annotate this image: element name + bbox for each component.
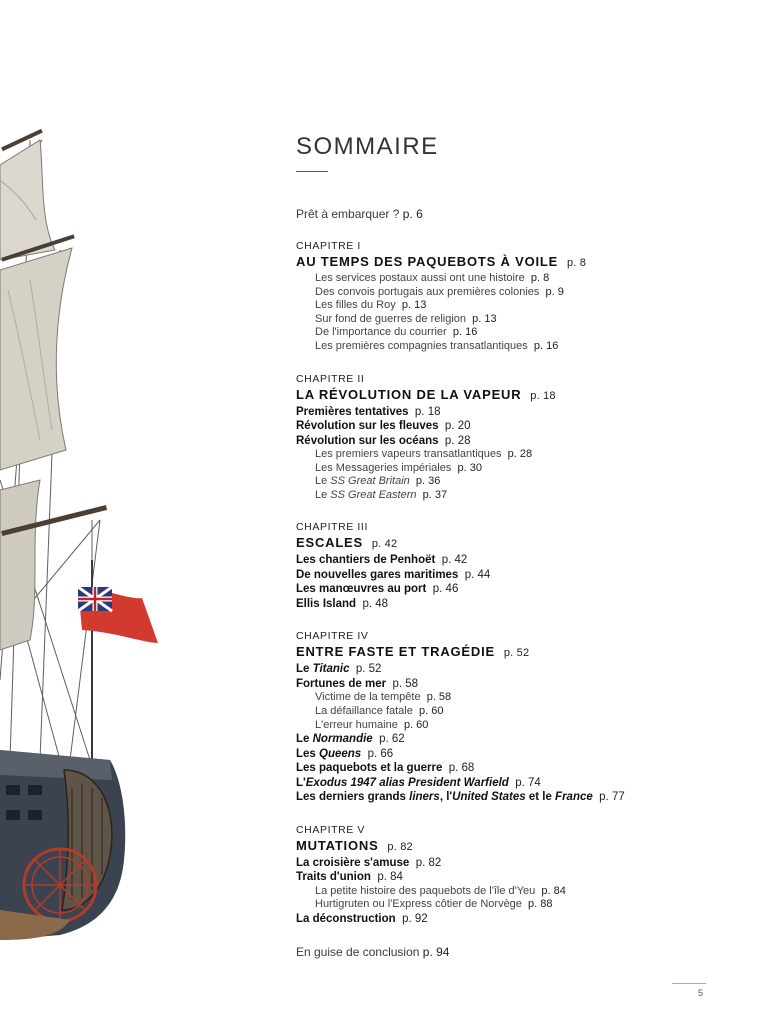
toc-entry[interactable] [296,776,756,791]
entry-text: Révolution sur les fleuves [296,420,439,433]
sub-entry[interactable] [296,885,756,899]
entry-prefix: Les [296,747,320,760]
entry-text: Traits d'union [296,871,371,884]
entry-text: La défaillance fatale [315,705,413,718]
entry-page: p. 16 [452,326,478,339]
entry-text: Les chantiers de Penhoët [296,554,436,567]
toc-entry[interactable] [296,553,756,568]
entry-page: p. 37 [422,488,448,501]
entry-text: De nouvelles gares maritimes [296,568,459,581]
ship-illustration [0,120,170,940]
entry-page: p. 77 [599,791,625,804]
entry-page: p. 84 [541,884,566,897]
entry-page: p. 9 [545,285,564,298]
entry-text: De l'importance du courrier [315,326,447,339]
entry-page: p. 60 [403,718,429,731]
chapter-section [296,824,756,927]
page-title: SOMMAIRE [296,133,439,160]
entry-text: Des convois portugais aux premières colonies [315,285,540,298]
toc-entry[interactable] [296,568,756,583]
entry-text: Hurtigruten ou l'Express côtier de Norvège [315,898,522,911]
entry-text: Révolution sur les océans [296,434,439,447]
entry-text-part: France [555,791,593,804]
sub-entry[interactable] [296,705,756,719]
toc-entry[interactable] [296,856,756,871]
entry-prefix: Le [315,488,331,501]
chapter-label: CHAPITRE II [296,372,365,385]
entry-page: p. 36 [415,475,441,488]
title-rule [296,171,328,172]
entry-page: p. 46 [432,583,459,596]
entry-italic-title: Normandie [312,733,373,746]
entry-page: p. 68 [448,762,475,775]
entry-page: p. 48 [362,597,389,610]
entry-page: p. 84 [377,871,403,884]
page-number: 5 [698,988,704,998]
entry-text: La petite histoire des paquebots de l'île d'Yeu [315,884,536,897]
toc-entry[interactable] [296,732,756,747]
entry-text-part: liners [409,791,440,804]
entry-page: p. 82 [415,856,442,869]
conclusion-entry[interactable] [296,945,756,959]
sub-entry[interactable] [296,313,756,327]
sub-entry[interactable] [296,719,756,733]
entry-text-part: United States [452,791,526,804]
chapter-page: p. 82 [387,840,413,853]
entry-text: Les services postaux aussi ont une histoire [315,272,525,284]
conclusion-label: En guise de conclusion [296,945,420,960]
chapter-title-text: ESCALES [296,535,364,551]
entry-prefix: L' [296,776,306,789]
chapter-page: p. 8 [566,257,587,269]
entry-page: p. 66 [367,747,394,760]
chapter-section [296,373,756,503]
chapter-title[interactable] [296,253,756,272]
chapter-title[interactable] [296,643,756,662]
table-of-contents [296,133,756,959]
entry-page: p. 16 [533,339,559,352]
toc-entry[interactable] [296,597,756,612]
entry-prefix: Le [296,663,313,676]
sub-entry[interactable] [296,462,756,476]
toc-entry[interactable] [296,790,756,805]
toc-entry[interactable] [296,662,756,677]
toc-entry[interactable] [296,761,756,776]
sub-entry[interactable] [296,286,756,300]
entry-text-part: Les derniers grands [296,791,410,804]
sub-entry[interactable] [296,489,756,503]
sub-entry[interactable] [296,448,756,462]
entry-text: Les Messageries impériales [315,461,452,474]
chapter-section [296,240,756,354]
sub-entry[interactable] [296,326,756,340]
entry-text: Premières tentatives [296,405,409,418]
chapter-section [296,521,756,611]
entry-text: L'erreur humaine [315,718,398,731]
entry-text: Ellis Island [296,597,357,610]
entry-page: p. 58 [426,691,452,704]
entry-text: Victime de la tempête [315,691,421,704]
entry-text: La déconstruction [296,912,396,925]
entry-page: p. 30 [457,461,482,474]
chapter-title-text: LA RÉVOLUTION DE LA VAPEUR [296,386,522,402]
sub-entry[interactable] [296,691,756,705]
entry-text-part: et le [525,791,556,804]
entry-text-part: , l' [439,791,453,804]
sub-entry[interactable] [296,340,756,354]
chapter-page: p. 52 [503,647,530,660]
entry-text: Fortunes de mer [296,677,387,690]
toc-entry[interactable] [296,747,756,762]
entry-page: p. 60 [418,705,444,718]
toc-entry[interactable] [296,419,756,434]
entry-text: Les premiers vapeurs transatlantiques [315,448,502,461]
chapter-title-text: ENTRE FASTE ET TRAGÉDIE [296,644,495,660]
entry-text: La croisière s'amuse [296,856,410,869]
entry-page: p. 13 [472,312,497,325]
entry-page: p. 44 [464,568,491,581]
entry-page: p. 62 [379,733,405,746]
folio-rule [672,983,706,984]
intro-entry[interactable] [296,207,756,221]
entry-text: Les filles du Roy [315,299,396,312]
entry-italic-title: Titanic [312,663,350,676]
entry-text: Les paquebots et la guerre [296,762,443,775]
toc-entry[interactable] [296,870,756,885]
entry-italic-title: Exodus 1947 alias President Warfield [305,776,509,789]
entry-text: Les manœuvres au port [296,583,427,596]
entry-page: p. 88 [528,898,553,911]
chapters-list [296,240,756,926]
toc-entry[interactable] [296,677,756,692]
sub-entry[interactable] [296,299,756,313]
entry-page: p. 58 [392,677,419,690]
entry-page: p. 8 [530,272,550,284]
entry-italic-title: SS Great Britain [330,475,410,488]
entry-page: p. 42 [441,554,468,567]
intro-page: p. 6 [402,207,423,221]
chapter-label: CHAPITRE III [296,521,368,534]
chapter-title-text: AU TEMPS DES PAQUEBOTS À VOILE [296,254,559,269]
entry-prefix: Le [296,733,313,746]
intro-label: Prêt à embarquer ? [296,207,400,221]
sub-entry[interactable] [296,475,756,489]
toc-entry[interactable] [296,434,756,449]
chapter-title[interactable] [296,534,756,553]
chapter-title[interactable] [296,837,756,856]
entry-page: p. 13 [401,299,427,312]
conclusion-page: p. 94 [422,945,450,960]
chapter-section [296,630,756,804]
toc-entry[interactable] [296,582,756,597]
entry-page: p. 28 [507,448,533,461]
entry-page: p. 20 [444,420,471,433]
entry-text: Les premières compagnies transatlantiques [315,339,528,352]
chapter-label: CHAPITRE IV [296,630,369,643]
entry-page: p. 74 [515,776,541,789]
chapter-label: CHAPITRE V [296,823,366,836]
entry-page: p. 52 [355,663,382,676]
entry-italic-title: Queens [319,747,362,760]
chapter-label: CHAPITRE I [296,240,361,252]
entry-prefix: Le [315,475,331,488]
chapter-page: p. 42 [371,538,398,551]
entry-page: p. 92 [402,912,428,925]
entry-italic-title: SS Great Eastern [330,488,417,501]
toc-entry[interactable] [296,912,756,927]
chapter-title[interactable] [296,386,756,405]
chapter-title-text: MUTATIONS [296,837,379,853]
sub-entry[interactable] [296,272,756,286]
chapter-page: p. 18 [530,389,556,402]
entry-text: Sur fond de guerres de religion [315,312,467,325]
toc-entry[interactable] [296,405,756,420]
sub-entry[interactable] [296,898,756,912]
entry-page: p. 28 [444,434,471,447]
entry-page: p. 18 [414,405,441,418]
